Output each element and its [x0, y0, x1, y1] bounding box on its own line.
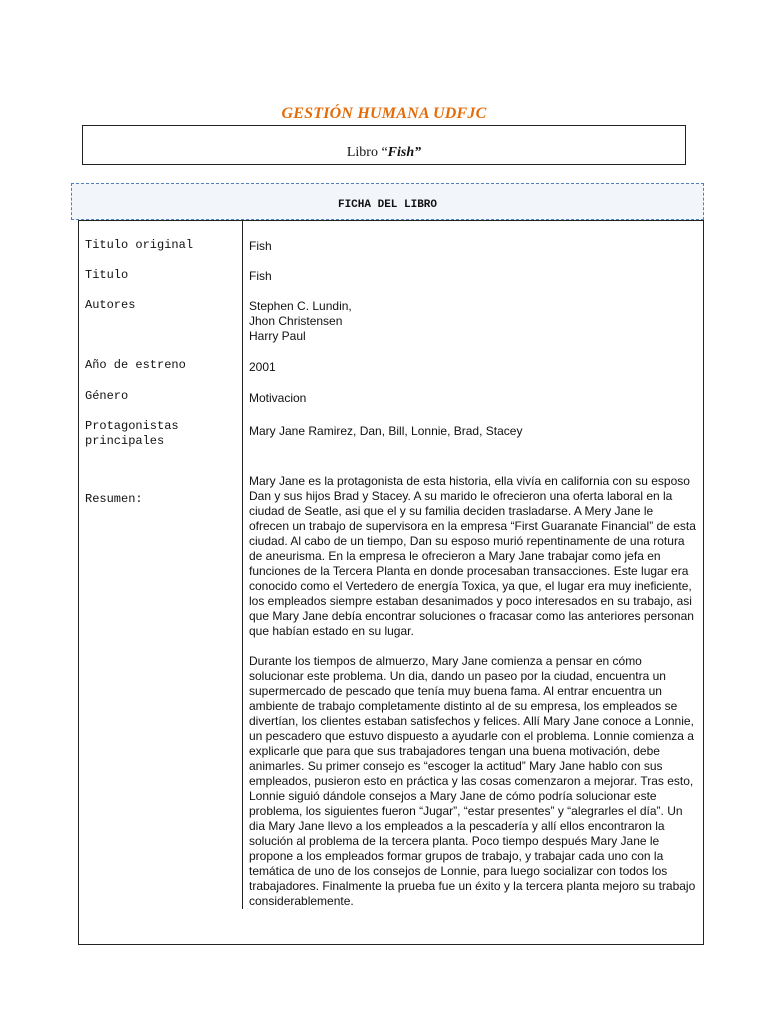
- book-title-prefix: Libro “: [346, 145, 388, 160]
- value-titulo: Fish: [249, 269, 272, 283]
- label-protagonistas-2: principales: [85, 434, 165, 448]
- book-title-name: Fish”: [387, 145, 422, 160]
- label-titulo-original: Titulo original: [85, 238, 194, 252]
- label-resumen: Resumen:: [85, 492, 143, 506]
- label-genero: Género: [85, 389, 129, 403]
- row-resumen: [78, 474, 704, 909]
- ficha-heading-box: [71, 183, 704, 220]
- label-autores: Autores: [85, 298, 136, 312]
- label-titulo: Titulo: [85, 268, 129, 282]
- row-protagonistas: [78, 419, 704, 474]
- book-title-box: [82, 125, 686, 165]
- book-title: [83, 145, 685, 161]
- row-titulo: [78, 254, 704, 284]
- value-anio: 2001: [249, 360, 276, 374]
- value-protagonistas: Mary Jane Ramirez, Dan, Bill, Lonnie, Brad, Stacey: [249, 424, 523, 438]
- label-protagonistas-1: Protagonistas: [85, 419, 179, 433]
- row-anio: [78, 358, 704, 375]
- value-autor-1: Stephen C. Lundin,: [249, 299, 352, 313]
- value-autor-2: Jhon Christensen: [249, 314, 343, 328]
- label-anio: Año de estreno: [85, 358, 186, 372]
- row-autores: [78, 284, 704, 358]
- value-titulo-original: Fish: [249, 239, 272, 253]
- resumen-paragraph-2: Durante los tiempos de almuerzo, Mary Jane comienza a pensar en cómo solucionar este problema. Un dia, dando un paseo por la ciudad, encuentra un supermercado de pescado que tenía muy buena fama. Al entrar encuentra un ambiente de trabajo completamente distinto al de su empresa, los empleados se divertían, los clientes estaban satisfechos y felices. Allí Mary Jane conoce a Lonnie, un pescadero que estuvo dispuesto a ayudarle con el problema. Lonnie comienza a explicarle que para que sus trabajadores tengan una buena motivación, debe animarles. Su primer consejo es “escoger la actitud” Mary Jane hablo con sus empleados, pusieron esto en práctica y las cosas comenzaron a mejorar. Tras esto, Lonnie siguió dándole consejos a Mary Jane de cómo podría solucionar este problema, los siguientes fueron “Jugar”, “estar presentes” y “alegrarles el día”. Un dia Mary Jane llevo a los empleados a la pescadería y allí ellos encontraron la solución al problema de la tercera planta. Poco tiempo después Mary Jane le propone a los empleados formar grupos de trabajo, y trabajar cada uno con la temática de uno de los consejos de Lonnie, para luego socializar con todos los trabajadores. Finalmente la prueba fue un éxito y la tercera planta mejoro su trabajo considerablemente.: [249, 654, 696, 908]
- row-genero: [78, 375, 704, 419]
- ficha-heading: FICHA DEL LIBRO: [337, 199, 438, 211]
- ficha-table: [78, 220, 704, 909]
- row-titulo-original: [78, 220, 704, 254]
- resumen-paragraph-1: Mary Jane es la protagonista de esta historia, ella vivía en california con su esposo Dan y sus hijos Brad y Stacey. A su marido le ofrecieron una oferta laboral en la ciudad de Seatle, asi que el y su familia deciden trasladarse. A Mery Jane le ofrecen un trabajo de supervisora en la empresa “First Guaranate Financial” de esta ciudad. Al cabo de un tiempo, Dan su esposo murió repentinamente de una rotura de aneurisma. En la empresa le ofrecieron a Mary Jane trabajar como jefa en funciones de la Tercera Planta en donde procesaban transacciones. Este lugar era conocido como el Vertedero de energía Toxica, ya que, el lugar era muy ineficiente, los empleados siempre estaban desanimados y poco interesados en su trabajo, asi que Mary Jane debía encontrar soluciones o fracasar como las anteriores personan que habían estado en su lugar.: [249, 474, 696, 638]
- value-genero: Motivacion: [249, 391, 307, 405]
- document-header-title: GESTIÓN HUMANA UDFJC: [281, 105, 487, 122]
- value-autor-3: Harry Paul: [249, 329, 306, 343]
